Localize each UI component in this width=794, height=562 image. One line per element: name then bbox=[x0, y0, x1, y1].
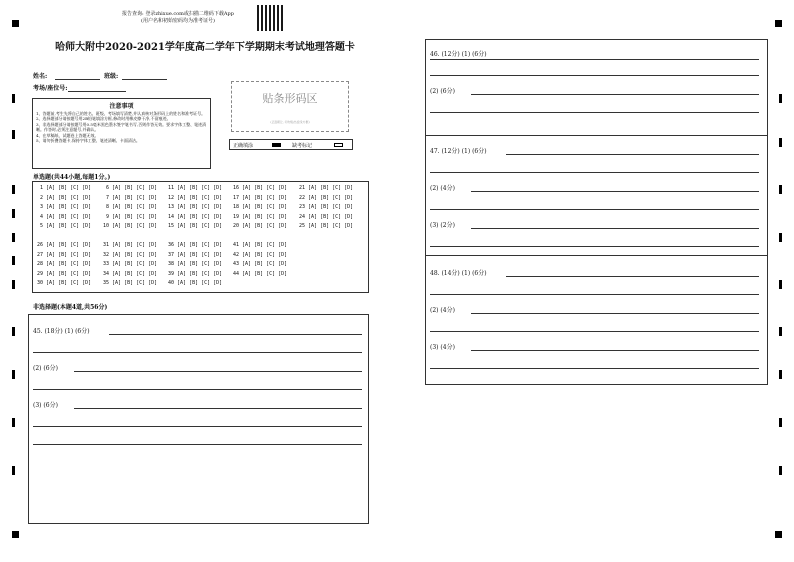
answer-line[interactable] bbox=[471, 191, 759, 192]
notice-title: 注意事项 bbox=[109, 103, 134, 110]
q47-part2: (2) (4分) bbox=[430, 185, 455, 192]
side-mark bbox=[12, 130, 15, 139]
answer-line[interactable] bbox=[430, 368, 759, 369]
side-mark bbox=[12, 280, 15, 289]
mcq-question-31[interactable]: 31 [A] [B] [C] [D] bbox=[103, 242, 158, 248]
q45-box bbox=[28, 314, 369, 524]
mcq-question-43[interactable]: 43 [A] [B] [C] [D] bbox=[233, 261, 288, 268]
mcq-question-10[interactable]: 10 [A] [B] [C] [D] bbox=[103, 223, 158, 230]
mcq-question-3[interactable]: 3 [A] [B] [C] [D] bbox=[37, 204, 92, 211]
mcq-question-5[interactable]: 5 [A] [B] [C] [D] bbox=[37, 223, 92, 230]
answer-line[interactable] bbox=[33, 389, 362, 390]
notice-item: 5、请勿折叠答题卡,保持字体工整、笔迹清晰、卡面清洁。 bbox=[36, 138, 140, 144]
side-mark bbox=[779, 185, 782, 194]
answer-line[interactable] bbox=[430, 294, 759, 295]
corner-mark-bl bbox=[12, 531, 19, 538]
barcode-area bbox=[231, 81, 349, 132]
answer-line[interactable] bbox=[430, 246, 759, 247]
mcq-question-41[interactable]: 41 [A] [B] [C] [D] bbox=[233, 242, 288, 248]
mcq-question-9[interactable]: 9 [A] [B] [C] [D] bbox=[103, 213, 158, 220]
answer-line[interactable] bbox=[471, 94, 759, 95]
q48-head: 48. (14分) (1) (6分) bbox=[430, 270, 487, 277]
mcq-question-39[interactable]: 39 [A] [B] [C] [D] bbox=[168, 270, 223, 277]
mcq-question-40[interactable]: 40 [A] [B] [C] [D] bbox=[168, 280, 223, 287]
mcq-question-1[interactable]: 1 [A] [B] [C] [D] bbox=[37, 185, 92, 191]
q48-part2: (2) (4分) bbox=[430, 307, 455, 314]
side-mark bbox=[779, 94, 782, 103]
answer-line[interactable] bbox=[430, 209, 759, 210]
q48-box bbox=[425, 255, 768, 385]
mcq-question-24[interactable]: 24 [A] [B] [C] [D] bbox=[299, 213, 354, 220]
name-label: 姓名: bbox=[33, 73, 48, 80]
corner-mark-br bbox=[775, 531, 782, 538]
mcq-question-6[interactable]: 6 [A] [B] [C] [D] bbox=[103, 185, 158, 191]
mcq-question-36[interactable]: 36 [A] [B] [C] [D] bbox=[168, 242, 223, 248]
answer-line[interactable] bbox=[430, 331, 759, 332]
answer-line[interactable] bbox=[74, 408, 362, 409]
mcq-question-29[interactable]: 29 [A] [B] [C] [D] bbox=[37, 270, 92, 277]
mcq-question-19[interactable]: 19 [A] [B] [C] [D] bbox=[233, 213, 288, 220]
notice-list bbox=[33, 110, 210, 144]
absent-label: 缺考标记 bbox=[292, 143, 313, 149]
q46-part2: (2) (6分) bbox=[430, 88, 455, 95]
notice-item: 3、非选择题部分请按题号用0.5毫米黑色墨水签字笔书写,否则作答无效。要求字体工整、笔迹清晰。作答时,必须注意题号,并确认。 bbox=[36, 121, 207, 133]
answer-line[interactable] bbox=[33, 426, 362, 427]
mcq-question-28[interactable]: 28 [A] [B] [C] [D] bbox=[37, 261, 92, 268]
mcq-question-26[interactable]: 26 [A] [B] [C] [D] bbox=[37, 242, 92, 248]
q47-box bbox=[425, 135, 768, 256]
mcq-question-21[interactable]: 21 [A] [B] [C] [D] bbox=[299, 185, 354, 191]
class-field[interactable] bbox=[122, 79, 167, 80]
mcq-question-8[interactable]: 8 [A] [B] [C] [D] bbox=[103, 204, 158, 211]
mcq-question-25[interactable]: 25 [A] [B] [C] [D] bbox=[299, 223, 354, 230]
mcq-question-33[interactable]: 33 [A] [B] [C] [D] bbox=[103, 261, 158, 268]
q48-part3: (3) (4分) bbox=[430, 344, 455, 351]
class-label: 班级: bbox=[104, 73, 119, 80]
side-mark bbox=[12, 370, 15, 379]
answer-line[interactable] bbox=[33, 352, 362, 353]
mcq-question-20[interactable]: 20 [A] [B] [C] [D] bbox=[233, 223, 288, 230]
q45-part3: (3) (6分) bbox=[33, 402, 58, 409]
mcq-question-34[interactable]: 34 [A] [B] [C] [D] bbox=[103, 270, 158, 277]
corner-mark-tr bbox=[775, 20, 782, 27]
mcq-question-16[interactable]: 16 [A] [B] [C] [D] bbox=[233, 185, 288, 191]
mcq-question-37[interactable]: 37 [A] [B] [C] [D] bbox=[168, 251, 223, 258]
answer-line[interactable] bbox=[430, 59, 759, 60]
side-mark bbox=[12, 94, 15, 103]
side-mark bbox=[779, 280, 782, 289]
side-mark bbox=[12, 466, 15, 475]
room-seat-label: 考场/座位号: bbox=[33, 85, 68, 92]
answer-line[interactable] bbox=[471, 228, 759, 229]
notice-item: 2、选择题部分请按题号用2B铅笔填涂方框,修改时用橡皮擦干净,不留痕迹。 bbox=[36, 116, 171, 122]
mcq-question-2[interactable]: 2 [A] [B] [C] [D] bbox=[37, 194, 92, 201]
answer-line[interactable] bbox=[506, 276, 759, 277]
answer-line[interactable] bbox=[430, 112, 759, 113]
mcq-question-42[interactable]: 42 [A] [B] [C] [D] bbox=[233, 251, 288, 258]
absent-box[interactable] bbox=[334, 143, 343, 147]
answer-line[interactable] bbox=[430, 172, 759, 173]
mcq-title: 单选题(共44小题,每题1分。) bbox=[33, 174, 111, 181]
q47-head: 47. (12分) (1) (6分) bbox=[430, 148, 487, 155]
side-mark bbox=[12, 233, 15, 242]
mcq-question-11[interactable]: 11 [A] [B] [C] [D] bbox=[168, 185, 223, 191]
report-note: 报告查询: 登录zhixue.com或扫描二维码下载App (用户名和初始密码均为准考证号) bbox=[122, 11, 234, 24]
q45-part2: (2) (6分) bbox=[33, 365, 58, 372]
q47-part3: (3) (2分) bbox=[430, 222, 455, 229]
mcq-question-4[interactable]: 4 [A] [B] [C] [D] bbox=[37, 213, 92, 220]
barcode-hint: (正面朝上,切勿贴出虚线方框) bbox=[270, 120, 310, 124]
mcq-question-18[interactable]: 18 [A] [B] [C] [D] bbox=[233, 204, 288, 211]
mcq-question-23[interactable]: 23 [A] [B] [C] [D] bbox=[299, 204, 354, 211]
mcq-question-22[interactable]: 22 [A] [B] [C] [D] bbox=[299, 194, 354, 201]
filled-mark-icon bbox=[272, 143, 281, 147]
side-mark bbox=[12, 256, 15, 265]
side-mark bbox=[779, 418, 782, 427]
mcq-question-12[interactable]: 12 [A] [B] [C] [D] bbox=[168, 194, 223, 201]
answer-line[interactable] bbox=[471, 313, 759, 314]
mcq-box bbox=[32, 181, 369, 293]
side-mark bbox=[779, 327, 782, 336]
side-mark bbox=[779, 138, 782, 147]
q46-box bbox=[425, 39, 768, 136]
notice-box bbox=[32, 98, 211, 169]
side-mark bbox=[779, 466, 782, 475]
fill-example bbox=[229, 139, 353, 150]
mcq-question-32[interactable]: 32 [A] [B] [C] [D] bbox=[103, 251, 158, 258]
qr-code bbox=[257, 5, 283, 31]
q45-head: 45. (18分) (1) (6分) bbox=[33, 328, 90, 335]
mcq-question-35[interactable]: 35 [A] [B] [C] [D] bbox=[103, 280, 158, 287]
notice-item: 4、在草稿纸、试题卷上答题无效。 bbox=[36, 132, 99, 138]
answer-line[interactable] bbox=[109, 334, 362, 335]
mcq-question-38[interactable]: 38 [A] [B] [C] [D] bbox=[168, 261, 223, 268]
mcq-question-30[interactable]: 30 [A] [B] [C] [D] bbox=[37, 280, 92, 287]
room-seat-field[interactable] bbox=[68, 91, 126, 92]
answer-line[interactable] bbox=[471, 350, 759, 351]
side-mark bbox=[779, 370, 782, 379]
corner-mark-tl bbox=[12, 20, 19, 27]
name-field[interactable] bbox=[55, 79, 100, 80]
side-mark bbox=[779, 233, 782, 242]
mcq-question-15[interactable]: 15 [A] [B] [C] [D] bbox=[168, 223, 223, 230]
answer-line[interactable] bbox=[33, 444, 362, 445]
side-mark bbox=[12, 418, 15, 427]
side-mark bbox=[12, 209, 15, 218]
answer-line[interactable] bbox=[430, 75, 759, 76]
mcq-question-17[interactable]: 17 [A] [B] [C] [D] bbox=[233, 194, 288, 201]
side-mark bbox=[12, 185, 15, 194]
notice-item: 1、答题前,考生先将自己的姓名、班级、考场填写清楚,并认真核对条形码上的姓名和准考证号。 bbox=[36, 111, 206, 116]
side-mark bbox=[12, 327, 15, 336]
page-title: 哈师大附中2020-2021学年度高二学年下学期期末考试地理答题卡 bbox=[55, 42, 355, 53]
mcq-question-7[interactable]: 7 [A] [B] [C] [D] bbox=[103, 194, 158, 201]
correct-fill-label: 正确填涂 bbox=[233, 143, 254, 149]
q46-head: 46. (12分) (1) (6分) bbox=[430, 51, 487, 58]
mcq-question-14[interactable]: 14 [A] [B] [C] [D] bbox=[168, 213, 223, 220]
answer-line[interactable] bbox=[74, 371, 362, 372]
answer-line[interactable] bbox=[506, 154, 759, 155]
nonmcq-title: 非选择题(本题4道,共56分) bbox=[33, 304, 108, 311]
mcq-question-27[interactable]: 27 [A] [B] [C] [D] bbox=[37, 251, 92, 258]
mcq-question-13[interactable]: 13 [A] [B] [C] [D] bbox=[168, 204, 223, 211]
mcq-question-44[interactable]: 44 [A] [B] [C] [D] bbox=[233, 270, 288, 277]
barcode-label: 贴条形码区 bbox=[262, 92, 318, 105]
